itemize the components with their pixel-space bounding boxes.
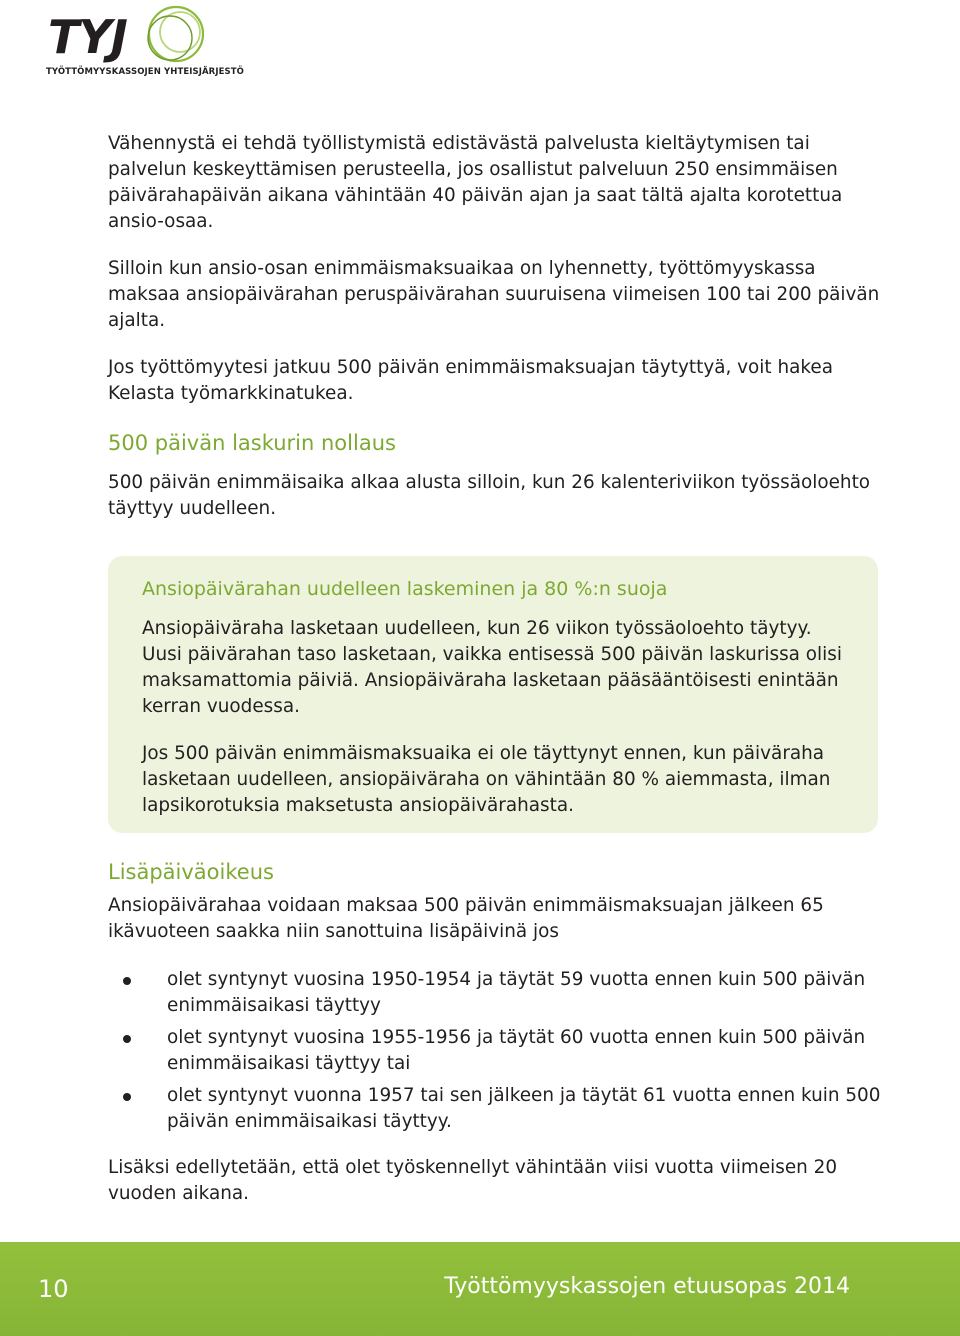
info-box: [108, 556, 878, 833]
extra-days-section: [108, 857, 888, 1207]
intro-paragraph: Vähennystä ei tehdä työllistymistä edistävästä palvelusta kieltäytymisen tai palvelun keskeyttämisen perusteella, jos osallistut palveluun 250 ensimmäisen päivärahapäivän aikana vähintään 40 päivän ajan ja saat tältä ajalta korotettua ansio-osaa.: [108, 133, 843, 232]
logo-subtitle: TYÖTTÖMYYSKASSOJEN YHTEISJÄRJESTÖ: [46, 67, 244, 77]
info-box-heading: Ansiopäivärahan uudelleen laskeminen ja 80 %:n suoja: [142, 578, 668, 600]
extra-days-list: [108, 967, 888, 1135]
info-box-paragraph: Jos 500 päivän enimmäismaksuaika ei ole täyttynyt ennen, kun päiväraha lasketaan uudelleen, ansiopäiväraha on vähintään 80 % aiemmasta, ilman lapsikorotuksia maksetusta ansiopäivärahasta.: [142, 743, 831, 816]
extra-days-intro: Ansiopäivärahaa voidaan maksaa 500 päivän enimmäismaksuajan jälkeen 65 ikävuoteen saakka niin sanottuina lisäpäivinä jos: [108, 895, 824, 942]
tyj-logo: [40, 0, 244, 84]
info-box-paragraph: Ansiopäiväraha lasketaan uudelleen, kun 26 viikon työssäoloehto täytyy. Uusi päivärahan taso lasketaan, vaikka entisessä 500 päivän laskurissa olisi maksamattomia päiviä. Ansiopäiväraha lasketaan pääsääntöisesti enintään kerran vuodessa.: [142, 618, 842, 717]
logo-circles-icon: [140, 2, 210, 72]
list-item: olet syntynyt vuosina 1955-1956 ja täytät 60 vuotta ennen kuin 500 päivän enimmäisaikasi täyttyy tai: [108, 1025, 888, 1077]
extra-days-outro: Lisäksi edellytetään, että olet työskennellyt vähintään viisi vuotta viimeisen 20 vuoden aikana.: [108, 1157, 838, 1204]
footer-title: Työttömyyskassojen etuusopas 2014: [444, 1274, 850, 1299]
page-number: 10: [38, 1275, 69, 1303]
reset-text: 500 päivän enimmäisaika alkaa alusta silloin, kun 26 kalenteriviikon työssäoloehto täyttyy uudelleen.: [108, 472, 871, 519]
main-content: [108, 131, 888, 522]
logo-text: TYJ: [48, 10, 127, 64]
list-item: olet syntynyt vuosina 1950-1954 ja täytät 59 vuotta ennen kuin 500 päivän enimmäisaikasi täyttyy: [108, 967, 888, 1019]
reset-heading: 500 päivän laskurin nollaus: [108, 431, 396, 455]
extra-days-heading: Lisäpäiväoikeus: [108, 860, 274, 884]
intro-paragraph: Jos työttömyytesi jatkuu 500 päivän enimmäismaksuajan täytyttyä, voit hakea Kelasta työmarkkinatukea.: [108, 357, 833, 404]
list-item: olet syntynyt vuonna 1957 tai sen jälkeen ja täytät 61 vuotta ennen kuin 500 päivän enimmäisaikasi täyttyy.: [108, 1083, 888, 1135]
page-footer: [0, 1242, 960, 1336]
intro-paragraph: Silloin kun ansio-osan enimmäismaksuaikaa on lyhennetty, työttömyyskassa maksaa ansiopäivärahan peruspäivärahan suuruisena viimeisen 100 tai 200 päivän ajalta.: [108, 258, 880, 331]
